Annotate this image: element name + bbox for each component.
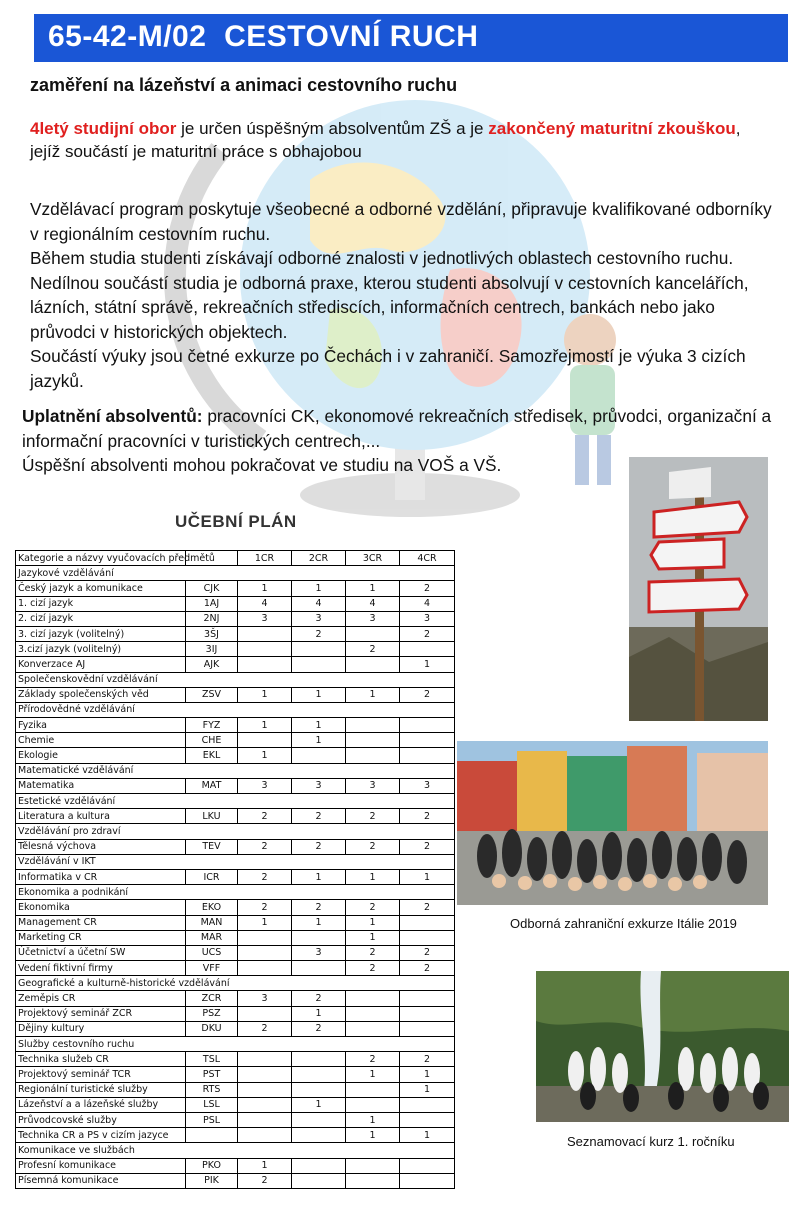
table-row (16, 657, 455, 672)
hours-cell: 2 (238, 1021, 292, 1036)
subject-name: Průvodcovské služby (16, 1112, 186, 1127)
table-section-row (16, 566, 455, 581)
orientation-course-photo (536, 971, 789, 1122)
hours-cell: 4 (346, 596, 400, 611)
table-row (16, 778, 455, 793)
table-row (16, 611, 455, 626)
hours-cell (292, 1158, 346, 1173)
hours-cell (292, 642, 346, 657)
subject-name: Vedení fiktivní firmy (16, 961, 186, 976)
hours-cell (292, 748, 346, 763)
hours-cell (400, 1173, 455, 1188)
subject-code: ICR (186, 869, 238, 884)
hours-cell: 2 (238, 809, 292, 824)
table-row (16, 1158, 455, 1173)
subject-code: PSZ (186, 1006, 238, 1021)
subject-code: RTS (186, 1082, 238, 1097)
subject-code (186, 1128, 238, 1143)
hours-cell (292, 1173, 346, 1188)
hours-cell: 1 (346, 869, 400, 884)
table-row (16, 733, 455, 748)
subject-name: Zeměpis CR (16, 991, 186, 1006)
hours-cell (400, 748, 455, 763)
graduates-line (22, 404, 782, 453)
subject-name: Literatura a kultura (16, 809, 186, 824)
section-heading: Vzdělávání pro zdraví (16, 824, 455, 839)
hours-cell: 2 (346, 809, 400, 824)
hours-cell (238, 1097, 292, 1112)
hours-cell: 2 (400, 809, 455, 824)
hours-cell: 1 (292, 869, 346, 884)
table-row (16, 809, 455, 824)
subject-code: VFF (186, 961, 238, 976)
hours-cell: 2 (292, 1021, 346, 1036)
hours-cell: 3 (400, 778, 455, 793)
subject-code: EKL (186, 748, 238, 763)
table-section-row (16, 885, 455, 900)
subject-name: Český jazyk a komunikace (16, 581, 186, 596)
table-row (16, 900, 455, 915)
subject-name: Management CR (16, 915, 186, 930)
study-type: 4letý studijní obor (30, 119, 177, 138)
subject-name: 3. cizí jazyk (volitelný) (16, 626, 186, 641)
table-row (16, 1006, 455, 1021)
hours-cell (292, 961, 346, 976)
hours-cell (346, 657, 400, 672)
table-row (16, 642, 455, 657)
hours-cell (400, 915, 455, 930)
page-title (48, 20, 478, 54)
subject-code: 3IJ (186, 642, 238, 657)
hours-cell (238, 626, 292, 641)
section-heading: Ekonomika a podnikání (16, 885, 455, 900)
description (30, 197, 775, 393)
intro-paragraph (30, 117, 750, 163)
subject-name: Informatika v CR (16, 869, 186, 884)
hours-cell: 3 (238, 991, 292, 1006)
subject-name: Profesní komunikace (16, 1158, 186, 1173)
hours-cell (238, 657, 292, 672)
subject-code: TEV (186, 839, 238, 854)
subject-name: Regionální turistické služby (16, 1082, 186, 1097)
hours-cell: 2 (400, 961, 455, 976)
hours-cell (400, 1112, 455, 1127)
hours-cell: 3 (400, 611, 455, 626)
subject-name: Účetnictví a účetní SW (16, 945, 186, 960)
subject-name: Ekologie (16, 748, 186, 763)
hours-cell (400, 1158, 455, 1173)
hours-cell (238, 642, 292, 657)
hours-cell (400, 718, 455, 733)
hours-cell: 2 (292, 626, 346, 641)
hours-cell: 1 (238, 748, 292, 763)
intro-text: je určen úspěšným absolventům ZŠ a je (176, 119, 489, 138)
hours-cell: 3 (238, 611, 292, 626)
subject-name: Lázeňství a a lázeňské služby (16, 1097, 186, 1112)
subject-name: Dějiny kultury (16, 1021, 186, 1036)
hours-cell: 2 (346, 642, 400, 657)
description-paragraph: Během studia studenti získávají odborné znalosti v jednotlivých oblastech cestovního ruchu. Nedílnou součástí studia je odborná praxe, kterou studenti absolvují v cestovních kancelářích, lázních, státní správě, rekreačních střediscích, informačních centrech, bankách nebo jako průvodci v historických objektech. (30, 248, 749, 342)
hours-cell (400, 1021, 455, 1036)
section-heading: Jazykové vzdělávání (16, 566, 455, 581)
hours-cell: 3 (292, 611, 346, 626)
hours-cell (346, 626, 400, 641)
subject-code: LSL (186, 1097, 238, 1112)
section-heading: Společenskovědní vzdělávání (16, 672, 455, 687)
program-code: 65-42-M/02 (48, 20, 207, 53)
hours-cell: 2 (346, 961, 400, 976)
hours-cell: 1 (346, 687, 400, 702)
table-row (16, 1052, 455, 1067)
hours-cell: 1 (400, 1082, 455, 1097)
hours-cell: 1 (238, 1158, 292, 1173)
subject-code: MAT (186, 778, 238, 793)
table-row (16, 839, 455, 854)
hours-cell (346, 733, 400, 748)
course-caption: Seznamovací kurz 1. ročníku (567, 1134, 735, 1149)
hours-cell: 1 (238, 687, 292, 702)
hours-cell (238, 1006, 292, 1021)
subject-code: 3ŠJ (186, 626, 238, 641)
subject-code: ZSV (186, 687, 238, 702)
hours-cell: 2 (400, 581, 455, 596)
subject-code: UCS (186, 945, 238, 960)
hours-cell (238, 1082, 292, 1097)
subject-code: PSL (186, 1112, 238, 1127)
subject-code: LKU (186, 809, 238, 824)
subject-code: CHE (186, 733, 238, 748)
subject-name: 1. cizí jazyk (16, 596, 186, 611)
hours-cell: 2 (400, 626, 455, 641)
table-row (16, 945, 455, 960)
hours-cell: 2 (238, 869, 292, 884)
subject-name: Konverzace AJ (16, 657, 186, 672)
hours-cell: 3 (292, 945, 346, 960)
intro-text-end: , jejíž součástí je maturitní práce s obhajobou (30, 119, 741, 161)
hours-cell: 3 (346, 778, 400, 793)
table-row (16, 1128, 455, 1143)
table-row (16, 1021, 455, 1036)
hours-cell (346, 1006, 400, 1021)
hours-cell: 1 (292, 733, 346, 748)
program-focus: zaměření na lázeňství a animaci cestovního ruchu (30, 75, 458, 95)
hours-cell: 2 (238, 1173, 292, 1188)
subject-code: PKO (186, 1158, 238, 1173)
signpost-photo (629, 457, 768, 721)
table-row (16, 718, 455, 733)
hours-cell: 1 (346, 1128, 400, 1143)
table-header-cell: Kategorie a názvy vyučovacích předmětů (16, 551, 186, 566)
subject-code: PIK (186, 1173, 238, 1188)
table-header-cell: 4CR (400, 551, 455, 566)
plan-title: UČEBNÍ PLÁN (175, 512, 297, 531)
hours-cell (238, 733, 292, 748)
hours-cell: 3 (238, 778, 292, 793)
hours-cell: 2 (238, 900, 292, 915)
hours-cell (292, 1128, 346, 1143)
table-header-row (16, 551, 455, 566)
hours-cell (400, 642, 455, 657)
hours-cell: 1 (400, 1128, 455, 1143)
title-bar (34, 14, 788, 62)
hours-cell: 4 (400, 596, 455, 611)
subject-code: CJK (186, 581, 238, 596)
section-heading: Vzdělávání v IKT (16, 854, 455, 869)
subject-name: Projektový seminář ZCR (16, 1006, 186, 1021)
table-section-row (16, 1037, 455, 1052)
hours-cell (400, 733, 455, 748)
curriculum-table (15, 550, 455, 1189)
subject-name: Fyzika (16, 718, 186, 733)
description-paragraph: Vzdělávací program poskytuje všeobecné a odborné vzdělání, připravuje kvalifikované odborníky v regionálním cestovním ruchu. (30, 199, 772, 244)
hours-cell (346, 718, 400, 733)
italy-caption: Odborná zahraniční exkurze Itálie 2019 (510, 916, 737, 931)
hours-cell: 2 (292, 900, 346, 915)
subject-name: Písemná komunikace (16, 1173, 186, 1188)
subject-name: Ekonomika (16, 900, 186, 915)
hours-cell (238, 1112, 292, 1127)
table-row (16, 626, 455, 641)
hours-cell: 2 (292, 991, 346, 1006)
graduates-label: Uplatnění absolventů: (22, 406, 203, 426)
hours-cell (400, 1006, 455, 1021)
section-heading: Matematické vzdělávání (16, 763, 455, 778)
hours-cell (238, 1128, 292, 1143)
hours-cell (238, 961, 292, 976)
hours-cell (346, 991, 400, 1006)
hours-cell: 1 (346, 1067, 400, 1082)
hours-cell: 2 (238, 839, 292, 854)
subject-code: 2NJ (186, 611, 238, 626)
hours-cell (238, 930, 292, 945)
subject-code: MAN (186, 915, 238, 930)
hours-cell: 3 (346, 611, 400, 626)
table-row (16, 1112, 455, 1127)
table-row (16, 930, 455, 945)
table-section-row (16, 672, 455, 687)
hours-cell: 1 (292, 1097, 346, 1112)
subject-name: Základy společenských věd (16, 687, 186, 702)
table-section-row (16, 854, 455, 869)
hours-cell: 4 (238, 596, 292, 611)
section-heading: Služby cestovního ruchu (16, 1037, 455, 1052)
subject-code: TSL (186, 1052, 238, 1067)
hours-cell: 2 (346, 945, 400, 960)
table-row (16, 687, 455, 702)
subject-name: Tělesná výchova (16, 839, 186, 854)
subject-name: 3.cizí jazyk (volitelný) (16, 642, 186, 657)
hours-cell: 1 (238, 915, 292, 930)
hours-cell (346, 1021, 400, 1036)
graduates-text: pracovníci CK, ekonomové rekreačních středisek, průvodci, organizační a informační pracovníci v turistických centrech,... (22, 406, 772, 451)
hours-cell: 1 (346, 915, 400, 930)
hours-cell (238, 1052, 292, 1067)
hours-cell (346, 748, 400, 763)
hours-cell (346, 1173, 400, 1188)
table-header-cell: 2CR (292, 551, 346, 566)
exam-info: zakončený maturitní zkouškou (488, 119, 736, 138)
table-section-row (16, 824, 455, 839)
subject-name: Marketing CR (16, 930, 186, 945)
hours-cell: 2 (400, 687, 455, 702)
hours-cell (292, 1067, 346, 1082)
table-row (16, 1067, 455, 1082)
hours-cell (238, 945, 292, 960)
table-row (16, 915, 455, 930)
table-row (16, 961, 455, 976)
subject-code: DKU (186, 1021, 238, 1036)
program-name: CESTOVNÍ RUCH (224, 20, 479, 53)
table-section-row (16, 1143, 455, 1158)
table-section-row (16, 702, 455, 717)
subject-name: Technika CR a PS v cizím jazyce (16, 1128, 186, 1143)
hours-cell: 4 (292, 596, 346, 611)
hours-cell: 2 (346, 839, 400, 854)
hours-cell: 1 (238, 581, 292, 596)
hours-cell: 1 (400, 657, 455, 672)
hours-cell (292, 657, 346, 672)
hours-cell (238, 1067, 292, 1082)
hours-cell (346, 1082, 400, 1097)
table-header-cell: 1CR (238, 551, 292, 566)
table-header-cell: 3CR (346, 551, 400, 566)
hours-cell: 2 (400, 900, 455, 915)
table-row (16, 1173, 455, 1188)
section-heading: Estetické vzdělávání (16, 794, 455, 809)
table-section-row (16, 794, 455, 809)
table-row (16, 596, 455, 611)
graduates-further-study: Úspěšní absolventi mohou pokračovat ve studiu na VOŠ a VŠ. (22, 455, 502, 475)
hours-cell (346, 1158, 400, 1173)
hours-cell (292, 1112, 346, 1127)
section-heading: Komunikace ve službách (16, 1143, 455, 1158)
hours-cell: 1 (292, 687, 346, 702)
subject-name: Technika služeb CR (16, 1052, 186, 1067)
subject-code: EKO (186, 900, 238, 915)
table-section-row (16, 976, 455, 991)
subject-code: ZCR (186, 991, 238, 1006)
section-heading: Přírodovědné vzdělávání (16, 702, 455, 717)
table-row (16, 1082, 455, 1097)
hours-cell: 1 (400, 869, 455, 884)
hours-cell: 2 (292, 839, 346, 854)
table-row (16, 991, 455, 1006)
hours-cell: 2 (400, 839, 455, 854)
hours-cell (292, 1082, 346, 1097)
hours-cell: 2 (346, 1052, 400, 1067)
hours-cell: 1 (292, 915, 346, 930)
subject-code: 1AJ (186, 596, 238, 611)
hours-cell: 2 (292, 809, 346, 824)
hours-cell (400, 1097, 455, 1112)
table-row (16, 1097, 455, 1112)
table-row (16, 581, 455, 596)
description-paragraph: Součástí výuky jsou četné exkurze po Čechách i v zahraničí. Samozřejmostí je výuka 3 cizích jazyků. (30, 346, 746, 391)
subject-code: FYZ (186, 718, 238, 733)
italy-excursion-photo (457, 741, 768, 905)
subject-name: Chemie (16, 733, 186, 748)
hours-cell: 3 (292, 778, 346, 793)
section-heading: Geografické a kulturně-historické vzdělávání (16, 976, 455, 991)
hours-cell (346, 1097, 400, 1112)
hours-cell: 1 (292, 718, 346, 733)
subject-name: 2. cizí jazyk (16, 611, 186, 626)
hours-cell: 1 (238, 718, 292, 733)
subject-code: AJK (186, 657, 238, 672)
hours-cell: 1 (346, 581, 400, 596)
table-row (16, 748, 455, 763)
hours-cell: 2 (400, 1052, 455, 1067)
hours-cell: 1 (292, 1006, 346, 1021)
hours-cell: 1 (292, 581, 346, 596)
subject-name: Matematika (16, 778, 186, 793)
hours-cell: 2 (346, 900, 400, 915)
hours-cell: 1 (400, 1067, 455, 1082)
table-row (16, 869, 455, 884)
hours-cell (292, 930, 346, 945)
table-section-row (16, 763, 455, 778)
hours-cell (400, 991, 455, 1006)
hours-cell: 2 (400, 945, 455, 960)
subject-code: MAR (186, 930, 238, 945)
subject-name: Projektový seminář TCR (16, 1067, 186, 1082)
subject-code: PST (186, 1067, 238, 1082)
hours-cell (400, 930, 455, 945)
hours-cell: 1 (346, 1112, 400, 1127)
hours-cell: 1 (346, 930, 400, 945)
hours-cell (292, 1052, 346, 1067)
